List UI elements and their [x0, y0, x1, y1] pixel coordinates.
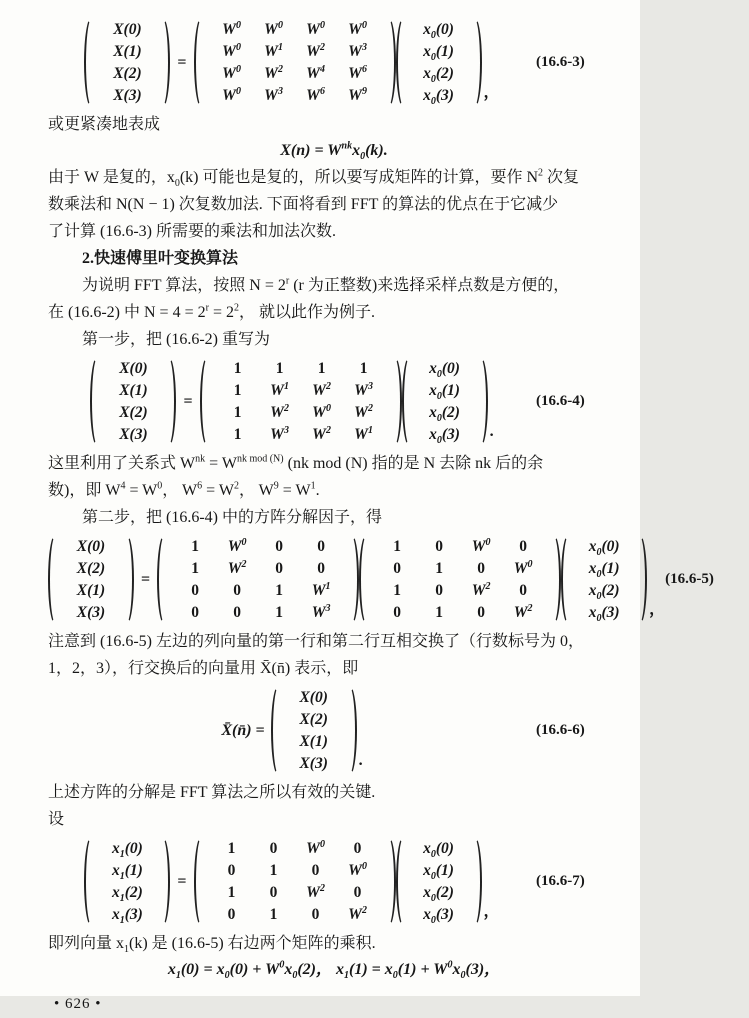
column-vector-x0	[577, 534, 631, 625]
column-vector-X	[106, 356, 160, 447]
equals-sign: =	[177, 54, 187, 71]
matrix-cell: 1	[359, 360, 368, 377]
equals-sign: =	[183, 393, 193, 410]
vector-entry: X(1)	[119, 382, 148, 399]
reduced-dft-matrix	[216, 356, 386, 447]
vector-entry: $x_0(0)$	[423, 21, 454, 42]
matrix-cell: $W^0$	[312, 402, 331, 421]
text-line: 或更紧凑地表成	[48, 116, 161, 133]
matrix-cell: $W^2$	[513, 602, 533, 621]
matrix-cell: 0	[393, 604, 401, 621]
matrix-cell: $W^3$	[270, 424, 289, 443]
text-line: 了计算 (16.6-3) 所需要的乘法和加法次数.	[48, 223, 336, 240]
left-paren	[90, 356, 105, 447]
reordered-vector-X	[64, 534, 118, 625]
matrix-cell: 1	[393, 538, 401, 555]
dft-matrix-group	[194, 17, 396, 108]
vector-entry: X(3)	[119, 426, 148, 443]
vector-entry: $x_0(3)$	[429, 426, 460, 447]
vector-entry: X(1)	[113, 43, 142, 60]
step-2-line: 第二步，把 (16.6-4) 中的方阵分解因子，得	[82, 509, 382, 526]
right-paren	[467, 17, 482, 108]
matrix-cell: 0	[435, 582, 443, 599]
right-paren	[155, 17, 170, 108]
vector-entry: $x_0(1)$	[423, 862, 454, 883]
step-1-line: 第一步，把 (16.6-2) 重写为	[82, 331, 270, 348]
let-label: 设	[48, 811, 65, 828]
reordered-vector-group	[271, 685, 357, 776]
right-paren	[381, 17, 396, 108]
matrix-cell: 0	[269, 884, 278, 901]
vector-entry: X(1)	[76, 582, 106, 599]
matrix-cell: $W^2$	[312, 424, 331, 443]
vector-entry: $x_0(0)$	[423, 840, 454, 861]
trailing-punctuation: ，	[483, 84, 500, 101]
reordered-vector-group	[48, 534, 134, 625]
left-paren	[200, 356, 215, 447]
vector-entry: X(3)	[299, 755, 328, 772]
matrix-cell: $W^4$	[306, 63, 325, 82]
equation-16-6-5	[48, 534, 714, 625]
text-line: 为说明 FFT 算法，按照 $N = 2^r$ (r 为正整数)来选择采样点数是方便的，	[82, 275, 570, 294]
vector-entry: $x_0(0)$	[588, 538, 620, 559]
trailing-punctuation: .	[358, 752, 363, 769]
matrix-cell: $W^2$	[264, 63, 283, 82]
right-paren	[387, 356, 402, 447]
dft-matrix	[210, 17, 380, 108]
matrix-cell: $W^0$	[306, 838, 325, 857]
column-vector-x0	[412, 17, 466, 108]
matrix-cell: $W^2$	[471, 580, 491, 599]
equation-label: (16.6-7)	[536, 873, 585, 889]
left-paren	[271, 685, 286, 776]
matrix-cell: $W^0$	[348, 860, 367, 879]
equation-16-6-7	[48, 836, 620, 927]
matrix-cell: 0	[317, 560, 325, 577]
text-line: 即列向量 $x_1(k)$ 是 (16.6-5) 右边两个矩阵的乘积.	[48, 935, 376, 956]
matrix-cell: 1	[233, 382, 242, 399]
vector-x0-group	[561, 534, 647, 625]
vector-entry: X(3)	[76, 604, 106, 621]
matrix-cell: 0	[227, 862, 236, 879]
right-paren	[344, 534, 359, 625]
factor-matrix-group	[194, 836, 396, 927]
matrix-cell: $W^3$	[311, 602, 331, 621]
vector-entry: X(3)	[113, 87, 142, 104]
vector-X-group	[84, 17, 170, 108]
matrix-cell: $W^1$	[311, 580, 331, 599]
left-paren	[84, 17, 99, 108]
vector-entry: $x_0(2)$	[429, 404, 460, 425]
matrix-cell: 0	[227, 906, 236, 923]
matrix-cell: $W^3$	[348, 41, 367, 60]
vector-entry: $x_0(2)$	[588, 582, 620, 603]
vector-X-group	[90, 356, 176, 447]
matrix-cell: $W^0$	[222, 19, 241, 38]
matrix-cell: $W^0$	[306, 19, 325, 38]
column-vector-x1	[100, 836, 154, 927]
trailing-punctuation: .	[489, 423, 494, 440]
equation-body	[48, 836, 536, 927]
matrix-cell: 1	[233, 360, 242, 377]
matrix-cell: $W^6$	[348, 63, 367, 82]
trailing-punctuation: ，	[483, 903, 500, 920]
factor-matrix-1	[173, 534, 343, 625]
equation-label: (16.6-3)	[536, 54, 585, 70]
matrix-cell: 0	[269, 840, 278, 857]
left-paren	[48, 534, 63, 625]
right-paren	[632, 534, 647, 625]
matrix-cell: 1	[227, 884, 236, 901]
vector-entry: $x_1(1)$	[112, 862, 143, 883]
left-paren	[561, 534, 576, 625]
vector-x0-group	[402, 356, 488, 447]
reduced-dft-matrix-group	[200, 356, 402, 447]
vector-entry: X(2)	[76, 560, 106, 577]
matrix-cell: 0	[311, 862, 320, 879]
left-paren	[194, 17, 209, 108]
matrix-cell: 0	[311, 906, 320, 923]
matrix-cell: 1	[233, 404, 242, 421]
matrix-cell: 1	[435, 560, 443, 577]
matrix-cell: 0	[393, 560, 401, 577]
left-paren	[84, 836, 99, 927]
matrix-cell: 1	[317, 360, 326, 377]
matrix-cell: 0	[233, 582, 241, 599]
text-line: 这里利用了关系式 $W^{nk} = W^{nk mod (N)}$ (nk mod (N) 指的是 N 去除 nk 后的余	[48, 453, 544, 472]
matrix-cell: 0	[191, 604, 199, 621]
matrix-cell: $W^0$	[348, 19, 367, 38]
matrix-cell: 1	[191, 538, 199, 555]
left-paren	[396, 17, 411, 108]
butterfly-equations-line: $x_1(0) = x_0(0) + W^0x_0(2)$， $x_1(1) = x_0(1) + W^0x_0(3)$，	[167, 959, 501, 982]
vector-x0-group	[396, 836, 482, 927]
equation-body	[48, 17, 536, 108]
reordered-vector-symbol: X̄(n̄) =	[221, 722, 265, 739]
vector-entry: X(2)	[113, 65, 142, 82]
right-paren	[155, 836, 170, 927]
matrix-cell: $W^9$	[348, 85, 367, 104]
matrix-cell: 0	[477, 560, 485, 577]
matrix-cell: $W^2$	[306, 882, 325, 901]
right-paren	[473, 356, 488, 447]
matrix-cell: $W^3$	[354, 380, 373, 399]
matrix-cell: 0	[519, 538, 527, 555]
column-vector-x0	[418, 356, 472, 447]
vector-entry: $x_0(3)$	[423, 87, 454, 108]
page-number: • 626 •	[54, 996, 102, 1012]
factor-matrix-2	[375, 534, 545, 625]
matrix-cell: 1	[191, 560, 199, 577]
compact-equation: $X(n) = W^{nk}x_0(k)$.	[280, 140, 388, 163]
text-line: 在 (16.6-2) 中 $N = 4 = 2^r = 2^2$， 就以此作为例子.	[48, 302, 375, 321]
matrix-cell: 0	[275, 560, 283, 577]
left-paren	[157, 534, 172, 625]
vector-entry: $x_0(2)$	[423, 884, 454, 905]
matrix-cell: $W^2$	[270, 402, 289, 421]
matrix-cell: 0	[275, 538, 283, 555]
vector-entry: X(0)	[119, 360, 148, 377]
vector-entry: $x_0(0)$	[429, 360, 460, 381]
text-line: 注意到 (16.6-5) 左边的列向量的第一行和第二行互相交换了（行数标号为 0，	[48, 633, 584, 650]
right-paren	[119, 534, 134, 625]
equation-label: (16.6-6)	[536, 722, 585, 738]
matrix-cell: 1	[233, 426, 242, 443]
reordered-vector-X	[287, 685, 341, 776]
text-line: 数乘法和 N(N − 1) 次复数加法. 下面将看到 FFT 的算法的优点在于它减少	[48, 196, 559, 213]
vector-entry: $x_0(3)$	[423, 906, 454, 927]
text-line: 上述方阵的分解是 FFT 算法之所以有效的关键.	[48, 784, 376, 801]
matrix-cell: 1	[227, 840, 236, 857]
column-vector-x0	[412, 836, 466, 927]
section-heading: 2.快速傅里叶变换算法	[82, 250, 239, 267]
matrix-cell: 1	[275, 360, 284, 377]
vector-x0-group	[396, 17, 482, 108]
vector-entry: $x_1(2)$	[112, 884, 143, 905]
matrix-cell: $W^0$	[264, 19, 283, 38]
vector-entry: X(2)	[119, 404, 148, 421]
equation-label: (16.6-4)	[536, 393, 585, 409]
vector-entry: $x_0(3)$	[588, 604, 620, 625]
trailing-punctuation: ，	[649, 601, 666, 618]
factor-matrix	[210, 836, 380, 927]
right-paren	[467, 836, 482, 927]
vector-entry: X(0)	[76, 538, 106, 555]
factor-matrix-2-group	[359, 534, 561, 625]
vector-entry: X(0)	[113, 21, 142, 38]
matrix-cell: 0	[353, 884, 362, 901]
equation-16-6-6	[48, 685, 620, 776]
vector-entry: $x_0(1)$	[429, 382, 460, 403]
matrix-cell: $W^1$	[354, 424, 373, 443]
equation-16-6-3	[48, 17, 620, 108]
equation-16-6-4	[48, 356, 620, 447]
matrix-cell: $W^1$	[264, 41, 283, 60]
left-paren	[194, 836, 209, 927]
matrix-cell: 0	[317, 538, 325, 555]
matrix-cell: $W^0$	[471, 536, 491, 555]
matrix-cell: $W^3$	[264, 85, 283, 104]
matrix-cell: $W^0$	[222, 63, 241, 82]
matrix-cell: 0	[435, 538, 443, 555]
right-paren	[381, 836, 396, 927]
right-paren	[546, 534, 561, 625]
vector-entry: $x_0(2)$	[423, 65, 454, 86]
text-line: 数)，即 $W^4 = W^0$， $W^6 = W^2$， $W^9 = W^1$.	[48, 480, 320, 499]
right-paren	[161, 356, 176, 447]
equation-body	[48, 356, 536, 447]
matrix-cell: 1	[275, 604, 283, 621]
matrix-cell: $W^0$	[222, 41, 241, 60]
vector-entry: $x_0(1)$	[588, 560, 620, 581]
equals-sign: =	[141, 571, 151, 588]
matrix-cell: 1	[435, 604, 443, 621]
text-line: 由于 W 是复的，$x_0(k)$ 可能也是复的，所以要写成矩阵的计算，要作 $N^2$ 次复	[48, 167, 580, 190]
vector-entry: $x_1(0)$	[112, 840, 143, 861]
equation-body	[48, 685, 536, 776]
vector-entry: X(2)	[299, 711, 328, 728]
vector-entry: X(0)	[299, 689, 328, 706]
matrix-cell: 1	[275, 582, 283, 599]
matrix-cell: 1	[269, 906, 278, 923]
matrix-cell: 1	[393, 582, 401, 599]
equals-sign: =	[177, 873, 187, 890]
matrix-cell: $W^2$	[354, 402, 373, 421]
matrix-cell: $W^2$	[227, 558, 247, 577]
right-paren	[342, 685, 357, 776]
left-paren	[402, 356, 417, 447]
vector-x1-group	[84, 836, 170, 927]
matrix-cell: $W^0$	[222, 85, 241, 104]
left-paren	[359, 534, 374, 625]
matrix-cell: $W^2$	[306, 41, 325, 60]
vector-entry: $x_0(1)$	[423, 43, 454, 64]
equation-body	[48, 534, 665, 625]
column-vector-X	[100, 17, 154, 108]
text-line: 1，2，3），行交换后的向量用 X̄(n̄) 表示，即	[48, 660, 359, 677]
matrix-cell: 0	[191, 582, 199, 599]
matrix-cell: $W^1$	[270, 380, 289, 399]
equation-label: (16.6-5)	[665, 571, 714, 587]
matrix-cell: 0	[233, 604, 241, 621]
matrix-cell: $W^6$	[306, 85, 325, 104]
factor-matrix-1-group	[157, 534, 359, 625]
matrix-cell: 0	[519, 582, 527, 599]
matrix-cell: 1	[269, 862, 278, 879]
vector-entry: $x_1(3)$	[112, 906, 143, 927]
matrix-cell: $W^0$	[513, 558, 533, 577]
matrix-cell: $W^2$	[348, 904, 367, 923]
matrix-cell: 0	[477, 604, 485, 621]
vector-entry: X(1)	[299, 733, 328, 750]
matrix-cell: 0	[353, 840, 362, 857]
left-paren	[396, 836, 411, 927]
matrix-cell: $W^2$	[312, 380, 331, 399]
matrix-cell: $W^0$	[227, 536, 247, 555]
